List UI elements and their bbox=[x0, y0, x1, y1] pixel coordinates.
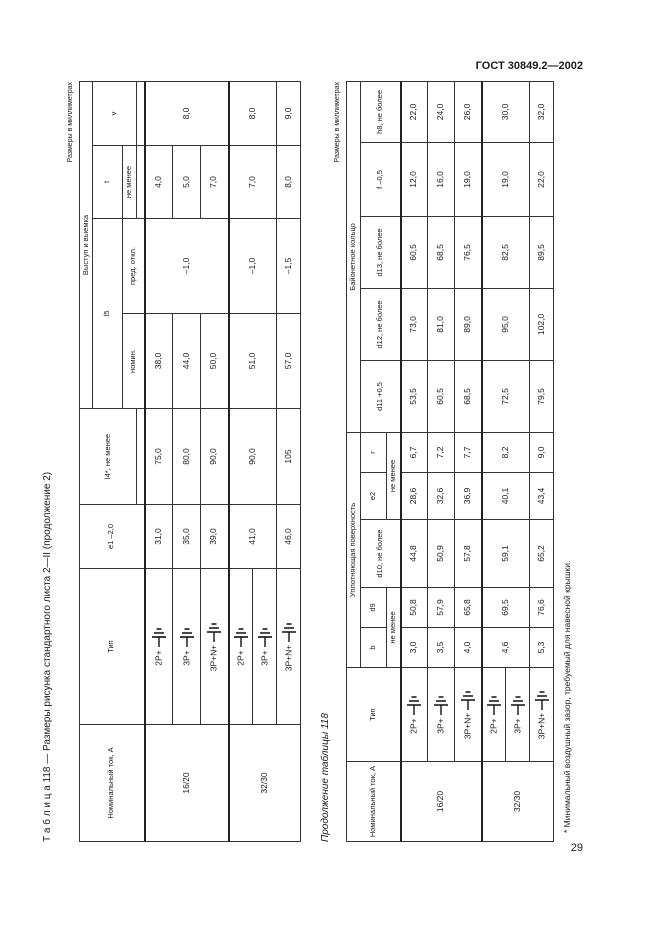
col-type: Тип bbox=[347, 668, 401, 762]
earth-symbol-icon bbox=[510, 695, 526, 715]
col-d11: d11 +0,5 bbox=[361, 360, 401, 432]
group-seal: Уплотняющая поверхность bbox=[347, 432, 361, 667]
cell-d13: 68,5 bbox=[428, 216, 455, 288]
t-pad bbox=[137, 146, 145, 219]
table-row bbox=[401, 81, 428, 841]
cell-type: 3P+ bbox=[428, 668, 455, 762]
cell-l4: 90,0 bbox=[229, 409, 277, 505]
cell-type: 2P+ bbox=[482, 668, 506, 762]
cell-d9: 69,5 bbox=[482, 588, 530, 628]
page-number: 29 bbox=[570, 842, 583, 854]
table-1 bbox=[79, 81, 301, 842]
cell-d12: 102,0 bbox=[530, 288, 554, 360]
cell-t: 4,0 bbox=[145, 146, 173, 219]
l4-pad bbox=[137, 409, 145, 505]
col-current: Номинальный ток, А bbox=[347, 762, 401, 842]
cell-d10: 44,8 bbox=[401, 520, 428, 588]
cell-e2: 28,6 bbox=[401, 473, 428, 520]
cell-r: 7,7 bbox=[455, 432, 482, 472]
cell-d12: 95,0 bbox=[482, 288, 530, 360]
cell-d13: 82,5 bbox=[482, 216, 530, 288]
cell-t: 7,0 bbox=[201, 146, 229, 219]
cell-t: 8,0 bbox=[277, 146, 301, 219]
earth-symbol-icon bbox=[406, 695, 422, 715]
col-nom: номин. bbox=[123, 314, 145, 409]
table-row bbox=[229, 81, 253, 841]
e2-r-not-less: не менее bbox=[387, 432, 401, 519]
cell-d13: 89,5 bbox=[530, 216, 554, 288]
cell-d10: 65,2 bbox=[530, 520, 554, 588]
cell-h8: 30,0 bbox=[482, 81, 530, 142]
cell-nom: 50,0 bbox=[201, 314, 229, 409]
cell-type: 2P+ bbox=[145, 569, 173, 725]
cell-e1: 41,0 bbox=[229, 505, 277, 569]
cell-r: 7,2 bbox=[428, 432, 455, 472]
cell-e1: 46,0 bbox=[277, 505, 301, 569]
cell-d9: 76,6 bbox=[530, 588, 554, 628]
cell-type: 2P+ bbox=[229, 569, 253, 725]
cell-l4: 90,0 bbox=[201, 409, 229, 505]
table2-units: Размеры в миллиметрах bbox=[334, 82, 341, 163]
col-h8: h8, не более bbox=[361, 81, 401, 142]
col-current: Номинальный ток, А bbox=[80, 725, 145, 842]
cell-type: 3P+ bbox=[253, 569, 277, 725]
earth-symbol-icon bbox=[257, 627, 273, 647]
earth-symbol-icon bbox=[486, 695, 502, 715]
rotated-content bbox=[42, 82, 602, 842]
cell-type: 3P+N+ bbox=[201, 569, 229, 725]
cell-e1: 35,0 bbox=[173, 505, 201, 569]
cell-h8: 26,0 bbox=[455, 81, 482, 142]
cell-l4: 75,0 bbox=[145, 409, 173, 505]
cell-type: 3P+N+ bbox=[530, 668, 554, 762]
cell-b: 3,0 bbox=[401, 628, 428, 668]
cell-h8: 24,0 bbox=[428, 81, 455, 142]
cell-f: 22,0 bbox=[530, 142, 554, 216]
col-d13: d13, не более bbox=[361, 216, 401, 288]
cell-d13: 60,5 bbox=[401, 216, 428, 288]
b-d9-not-less: не менее bbox=[387, 588, 401, 668]
cell-f: 19,0 bbox=[482, 142, 530, 216]
earth-symbol-icon bbox=[534, 690, 550, 710]
table2-caption: Продолжение таблицы 118 bbox=[320, 713, 331, 842]
cell-e2: 32,6 bbox=[428, 473, 455, 520]
cell-f: 19,0 bbox=[455, 142, 482, 216]
table-row bbox=[455, 81, 482, 841]
group-protrusion: Выступ и выемка bbox=[80, 81, 93, 408]
cell-e1: 31,0 bbox=[145, 505, 173, 569]
col-e2: e2 bbox=[361, 473, 387, 520]
cell-type: 3P+N+ bbox=[455, 668, 482, 762]
cell-d12: 89,0 bbox=[455, 288, 482, 360]
cell-r: 8,2 bbox=[482, 432, 530, 472]
col-e1: e1 –2,0 bbox=[80, 505, 145, 569]
cell-nom: 44,0 bbox=[173, 314, 201, 409]
cell-type: 2P+ bbox=[401, 668, 428, 762]
earth-symbol-icon bbox=[460, 690, 476, 710]
cell-type: 3P+ bbox=[506, 668, 530, 762]
cell-e2: 36,9 bbox=[455, 473, 482, 520]
table1-units: Размеры в миллиметрах bbox=[67, 82, 74, 163]
cell-nom: 38,0 bbox=[145, 314, 173, 409]
cell-current: 16/20 bbox=[145, 725, 229, 842]
cell-d12: 73,0 bbox=[401, 288, 428, 360]
cell-r: 6,7 bbox=[401, 432, 428, 472]
cell-b: 3,5 bbox=[428, 628, 455, 668]
cell-f: 12,0 bbox=[401, 142, 428, 216]
cell-type: 3P+ bbox=[173, 569, 201, 725]
table-row bbox=[530, 81, 554, 841]
cell-current: 16/20 bbox=[401, 762, 482, 842]
cell-d10: 50,9 bbox=[428, 520, 455, 588]
group-bayonet: Байонетное кольцо bbox=[347, 81, 361, 432]
cell-d11: 68,5 bbox=[455, 360, 482, 432]
cell-b: 4,6 bbox=[482, 628, 530, 668]
cell-l4: 105 bbox=[277, 409, 301, 505]
col-d12: d12, не более bbox=[361, 288, 401, 360]
col-f: f –0,5 bbox=[361, 142, 401, 216]
cell-d10: 57,8 bbox=[455, 520, 482, 588]
cell-d9: 65,8 bbox=[455, 588, 482, 628]
cell-h8: 22,0 bbox=[401, 81, 428, 142]
cell-e2: 40,1 bbox=[482, 473, 530, 520]
cell-d11: 53,5 bbox=[401, 360, 428, 432]
cell-type: 3P+N+ bbox=[277, 569, 301, 725]
col-type: Тип bbox=[80, 569, 145, 725]
cell-v: 8,0 bbox=[145, 81, 229, 145]
col-d10: d10, не более bbox=[361, 520, 401, 588]
col-l4: l4*, не менее bbox=[80, 409, 137, 505]
col-d9: d9 bbox=[361, 588, 387, 628]
cell-v: 9,0 bbox=[277, 81, 301, 145]
cell-dev: –1,0 bbox=[229, 219, 277, 314]
cell-l4: 80,0 bbox=[173, 409, 201, 505]
cell-d10: 59,1 bbox=[482, 520, 530, 588]
cell-d9: 57,9 bbox=[428, 588, 455, 628]
earth-symbol-icon bbox=[281, 622, 297, 642]
cell-d9: 50,8 bbox=[401, 588, 428, 628]
cell-current: 32/30 bbox=[482, 762, 554, 842]
col-t: t bbox=[93, 146, 123, 219]
earth-symbol-icon bbox=[233, 627, 249, 647]
table-row bbox=[145, 81, 173, 841]
cell-d11: 72,5 bbox=[482, 360, 530, 432]
table-row bbox=[428, 81, 455, 841]
col-dev: пред. откл. bbox=[123, 219, 145, 314]
cell-h8: 32,0 bbox=[530, 81, 554, 142]
cell-dev: –1,5 bbox=[277, 219, 301, 314]
cell-b: 4,0 bbox=[455, 628, 482, 668]
earth-symbol-icon bbox=[179, 627, 195, 647]
cell-r: 9,0 bbox=[530, 432, 554, 472]
table-row bbox=[482, 81, 506, 841]
cell-nom: 57,0 bbox=[277, 314, 301, 409]
cell-v: 8,0 bbox=[229, 81, 277, 145]
cell-dev: –1,0 bbox=[145, 219, 229, 314]
table-2 bbox=[346, 81, 554, 842]
cell-b: 5,3 bbox=[530, 628, 554, 668]
footnote: * Минимальный воздушный зазор, требуемый для навесной крышки. bbox=[562, 560, 572, 833]
cell-e2: 43,4 bbox=[530, 473, 554, 520]
table1-caption: Т а б л и ц а 118 — Размеры рисунка стандартного листа 2—II (продолжение 2) bbox=[42, 471, 53, 842]
cell-d12: 81,0 bbox=[428, 288, 455, 360]
cell-d11: 79,5 bbox=[530, 360, 554, 432]
cell-t: 5,0 bbox=[173, 146, 201, 219]
col-b: b bbox=[361, 628, 387, 668]
cell-current: 32/30 bbox=[229, 725, 301, 842]
earth-symbol-icon bbox=[206, 622, 222, 642]
earth-symbol-icon bbox=[433, 695, 449, 715]
cell-f: 16,0 bbox=[428, 142, 455, 216]
cell-d11: 60,5 bbox=[428, 360, 455, 432]
cell-d13: 76,5 bbox=[455, 216, 482, 288]
cell-e1: 39,0 bbox=[201, 505, 229, 569]
v-pad bbox=[137, 81, 145, 145]
cell-t: 7,0 bbox=[229, 146, 277, 219]
cell-nom: 51,0 bbox=[229, 314, 277, 409]
t-not-less: не менее bbox=[123, 146, 137, 219]
earth-symbol-icon bbox=[151, 627, 167, 647]
col-v: v bbox=[93, 81, 137, 145]
col-r: r bbox=[361, 432, 387, 472]
col-l5: l5 bbox=[93, 219, 123, 409]
standard-number: ГОСТ 30849.2—2002 bbox=[475, 60, 583, 72]
